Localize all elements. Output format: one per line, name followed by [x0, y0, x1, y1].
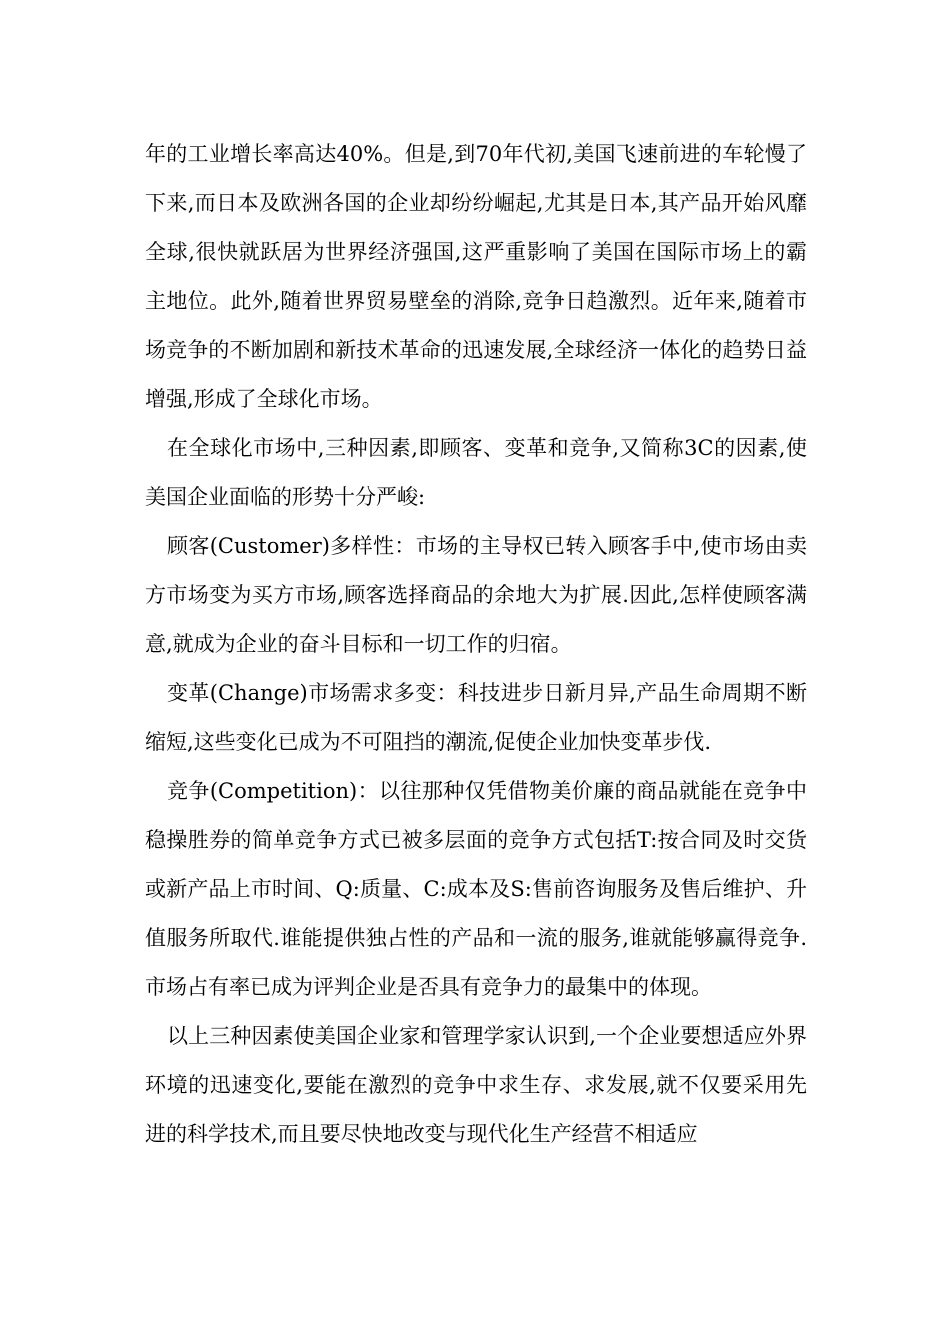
paragraph-4: 变革(Change)市场需求多变：科技进步日新月异,产品生命周期不断缩短,这些变化已成为不可阻挡的潮流,促使企业加快变革步伐. [145, 681, 807, 754]
document-page [145, 130, 807, 1159]
paragraph-2: 在全球化市场中,三种因素,即顾客、变革和竞争,又简称3C的因素,使美国企业面临的形势十分严峻: [145, 436, 807, 509]
paragraph-3: 顾客(Customer)多样性：市场的主导权已转入顾客手中,使市场由卖方市场变为买方市场,顾客选择商品的余地大为扩展.因此,怎样使顾客满意,就成为企业的奋斗目标和一切工作的归宿。 [145, 534, 807, 656]
paragraph-5: 竞争(Competition)：以往那种仅凭借物美价廉的商品就能在竞争中稳操胜券的简单竞争方式已被多层面的竞争方式包括T:按合同及时交货或新产品上市时间、Q:质量、C:成本及S:售前咨询服务及售后维护、升值服务所取代.谁能提供独占性的产品和一流的服务,谁就能够赢得竞争.市场占有率已成为评判企业是否具有竞争力的最集中的体现。 [145, 779, 807, 999]
paragraph-6: 以上三种因素使美国企业家和管理学家认识到,一个企业要想适应外界环境的迅速变化,要能在激烈的竞争中求生存、求发展,就不仅要采用先进的科学技术,而且要尽快地改变与现代化生产经营不相适应 [145, 1024, 807, 1146]
paragraph-1: 年的工业增长率高达40%。但是,到70年代初,美国飞速前进的车轮慢了下来,而日本及欧洲各国的企业却纷纷崛起,尤其是日本,其产品开始风靡全球,很快就跃居为世界经济强国,这严重影响了美国在国际市场上的霸主地位。此外,随着世界贸易壁垒的消除,竞争日趋激烈。近年来,随着市场竞争的不断加剧和新技术革命的迅速发展,全球经济一体化的趋势日益增强,形成了全球化市场。 [145, 142, 807, 411]
